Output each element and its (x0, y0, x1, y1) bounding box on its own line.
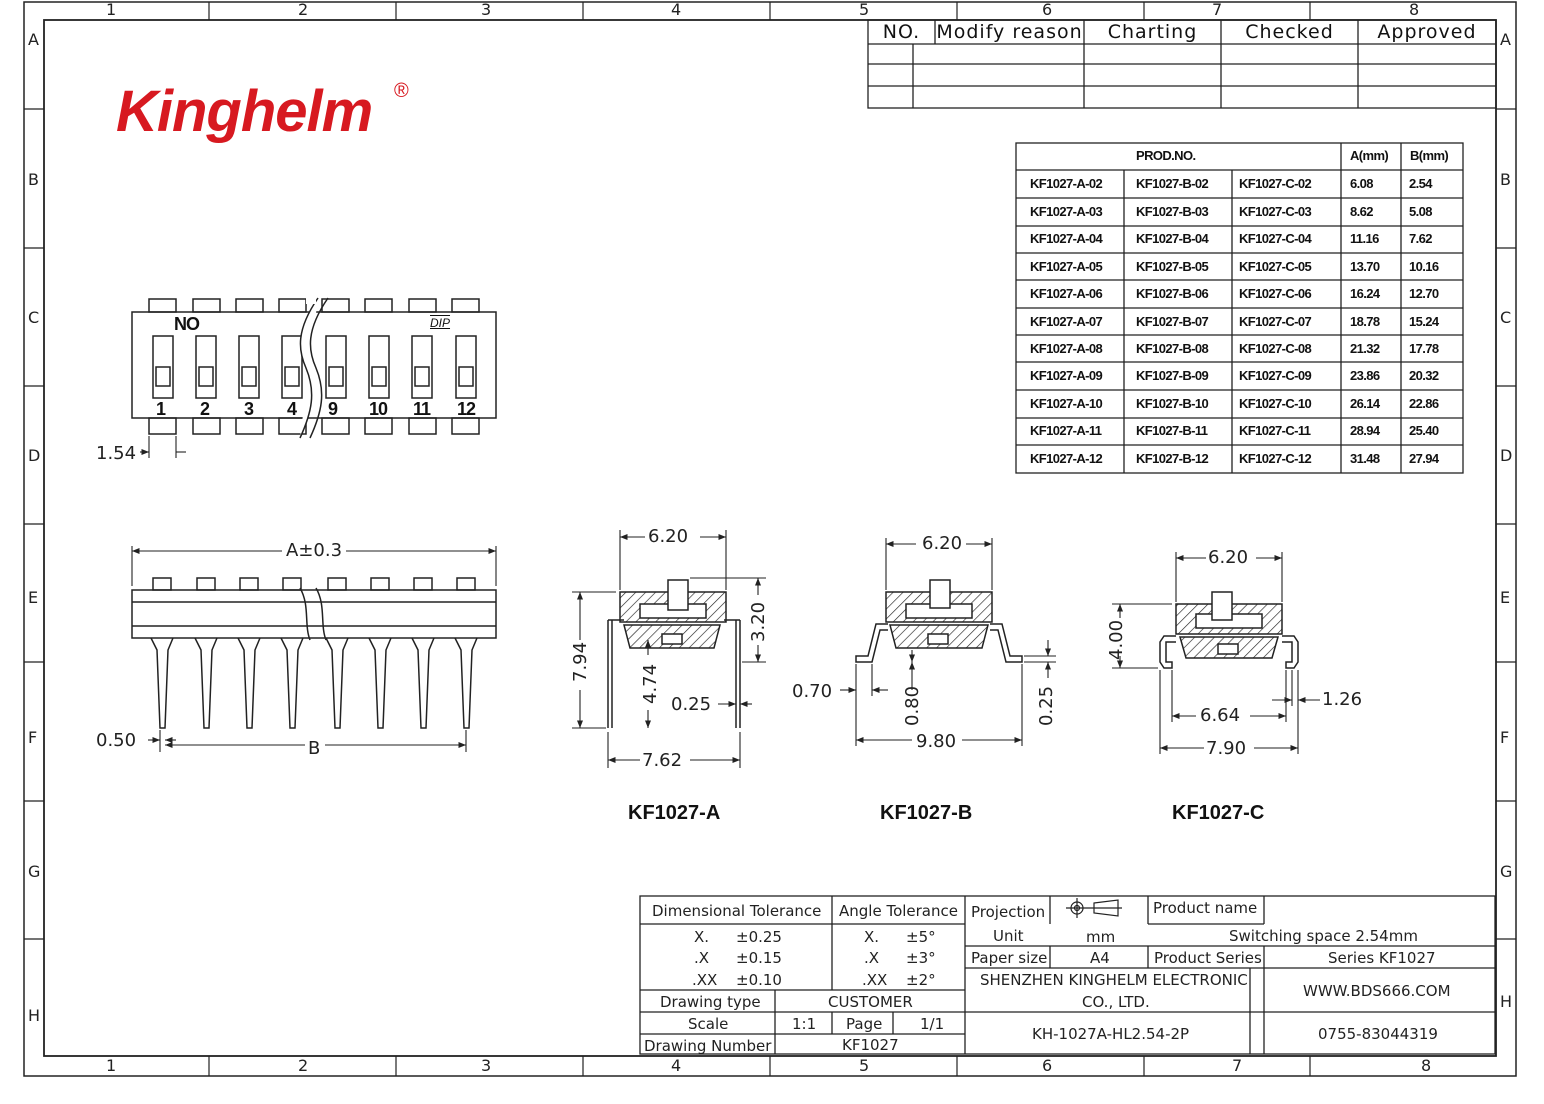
angle-tol-label: Angle Tolerance (839, 902, 958, 920)
prod-b-mm-cell: 15.24 (1409, 314, 1439, 329)
prod-a-mm-cell: 16.24 (1350, 286, 1380, 301)
zone-col-3-bottom: 3 (481, 1056, 492, 1075)
model-label-c: KF1027-C (1172, 802, 1265, 824)
zone-col-6-bottom: 6 (1042, 1056, 1053, 1075)
website: WWW.BDS666.COM (1303, 982, 1451, 1000)
zone-col-7-bottom: 7 (1232, 1056, 1243, 1075)
switch-number-label: 11 (413, 399, 431, 419)
prod-b-mm-cell: 27.94 (1409, 451, 1439, 466)
switch-number-label: 2 (200, 399, 210, 419)
prod-a-cell: KF1027-A-11 (1030, 423, 1102, 438)
prod-c-cell: KF1027-C-08 (1239, 341, 1312, 356)
drawing-number-label: Drawing Number (644, 1037, 772, 1055)
company-line-1: SHENZHEN KINGHELM ELECTRONIC (980, 971, 1248, 989)
prod-b-mm-cell: 10.16 (1409, 259, 1439, 274)
logo-wordmark: Kinghelm (116, 79, 373, 144)
prod-a-mm-cell: 28.94 (1350, 423, 1380, 438)
unit-value: mm (1086, 928, 1116, 946)
prod-a-cell: KF1027-A-08 (1030, 341, 1103, 356)
dim-tol-x-val: ±0.25 (736, 928, 782, 946)
rev-header-no: NO. (882, 21, 921, 43)
prod-c-cell: KF1027-C-09 (1239, 368, 1312, 383)
prod-c-cell: KF1027-C-05 (1239, 259, 1312, 274)
c-dim-inner: 6.64 (1200, 705, 1241, 726)
angle-tol-dxx: .XX (862, 971, 888, 989)
prod-b-mm-cell: 2.54 (1409, 176, 1432, 191)
prod-b-mm-cell: 5.08 (1409, 204, 1432, 219)
a-dim-total: 7.94 (570, 641, 591, 682)
prod-b-cell: KF1027-B-03 (1136, 204, 1209, 219)
phone-number: 0755-83044319 (1318, 1025, 1438, 1043)
angle-tol-dx-val: ±3° (906, 949, 936, 967)
prod-b-cell: KF1027-B-06 (1136, 286, 1209, 301)
c-dim-height: 4.00 (1106, 619, 1127, 660)
drawing-number-value: KF1027 (842, 1036, 899, 1054)
prod-b-mm-cell: 12.70 (1409, 286, 1439, 301)
company-line-2: CO., LTD. (1082, 993, 1150, 1011)
prod-a-cell: KF1027-A-03 (1030, 204, 1103, 219)
prod-a-mm-cell: 8.62 (1350, 204, 1373, 219)
paper-size-value: A4 (1090, 949, 1110, 967)
prod-c-cell: KF1027-C-07 (1239, 314, 1312, 329)
b-dim-thick: 0.25 (1036, 685, 1057, 726)
zone-row-e: E (28, 588, 39, 607)
angle-tol-dx: .X (864, 949, 880, 967)
kinghelm-logo (116, 78, 409, 145)
prod-c-cell: KF1027-C-12 (1239, 451, 1312, 466)
zone-row-e-right: E (1500, 588, 1511, 607)
zone-col-7: 7 (1212, 0, 1223, 19)
a-dim-height: 3.20 (748, 601, 769, 642)
zone-row-h-right: H (1500, 992, 1513, 1011)
dim-tol-dxx-val: ±0.10 (736, 971, 782, 989)
b-dim-top: 6.20 (922, 533, 963, 554)
dim-pin-0-50: 0.50 (96, 730, 137, 751)
prod-b-cell: KF1027-B-04 (1136, 231, 1209, 246)
scale-label: Scale (688, 1015, 729, 1033)
a-dim-thick: 0.25 (671, 694, 712, 715)
model-label-b: KF1027-B (880, 802, 973, 824)
projection-label: Projection (971, 903, 1046, 921)
dim-tol-dx: .X (694, 949, 710, 967)
prod-header-prodno: PROD.NO. (1136, 148, 1196, 163)
prod-b-cell: KF1027-B-07 (1136, 314, 1209, 329)
front-view-dimensions (132, 546, 496, 752)
prod-a-cell: KF1027-A-02 (1030, 176, 1103, 191)
top-view-pitch-dimension (140, 436, 186, 458)
prod-a-cell: KF1027-A-10 (1030, 396, 1103, 411)
switch-number-label: 3 (244, 399, 254, 419)
kf1027-a-dimensions (572, 530, 766, 768)
zone-row-a: A (28, 30, 39, 49)
model-label-a: KF1027-A (628, 802, 721, 824)
prod-b-mm-cell: 22.86 (1409, 396, 1439, 411)
c-dim-lead: 1.26 (1322, 689, 1363, 710)
prod-b-mm-cell: 25.40 (1409, 423, 1439, 438)
zone-col-4: 4 (671, 0, 682, 19)
zone-col-1: 1 (106, 0, 117, 19)
prod-a-mm-cell: 31.48 (1350, 451, 1380, 466)
scale-value: 1:1 (792, 1015, 817, 1033)
zone-col-8-bottom: 8 (1421, 1056, 1432, 1075)
page-value: 1/1 (920, 1015, 945, 1033)
rev-header-checked: Checked (1245, 21, 1334, 43)
prod-c-cell: KF1027-C-11 (1239, 423, 1311, 438)
b-dim-lead: 0.70 (792, 681, 833, 702)
dim-tol-label: Dimensional Tolerance (652, 902, 822, 920)
prod-a-cell: KF1027-A-06 (1030, 286, 1103, 301)
angle-tol-x: X. (864, 928, 880, 946)
prod-b-cell: KF1027-B-11 (1136, 423, 1208, 438)
prod-b-cell: KF1027-B-10 (1136, 396, 1209, 411)
zone-row-b-right: B (1500, 170, 1511, 189)
c-dim-span: 7.90 (1206, 738, 1247, 759)
prod-a-cell: KF1027-A-09 (1030, 368, 1103, 383)
prod-a-mm-cell: 6.08 (1350, 176, 1373, 191)
dim-b-span: B (308, 738, 321, 759)
zone-row-d: D (28, 446, 41, 465)
zone-col-5: 5 (859, 0, 870, 19)
switch-number-label: 4 (287, 399, 297, 419)
prod-c-cell: KF1027-C-03 (1239, 204, 1312, 219)
prod-c-cell: KF1027-C-04 (1239, 231, 1312, 246)
zone-col-5-bottom: 5 (859, 1056, 870, 1075)
zone-row-h: H (28, 1006, 41, 1025)
prod-header-b: B(mm) (1410, 148, 1449, 163)
zone-row-c: C (28, 308, 40, 327)
a-dim-pitch: 7.62 (642, 750, 683, 771)
front-view-drawing (132, 578, 496, 728)
c-dim-top: 6.20 (1208, 547, 1249, 568)
b-dim-span: 9.80 (916, 731, 957, 752)
registered-mark: ® (394, 80, 409, 102)
zone-row-b: B (28, 170, 39, 189)
prod-header-a: A(mm) (1350, 148, 1389, 163)
zone-col-3: 3 (481, 0, 492, 19)
unit-label: Unit (993, 927, 1024, 945)
switch-number-label: 12 (457, 399, 476, 419)
zone-col-6: 6 (1042, 0, 1053, 19)
rev-header-modify-reason: Modify reason (936, 21, 1083, 43)
switch-number-label: 10 (369, 399, 388, 419)
zone-col-8: 8 (1409, 0, 1420, 19)
product-name-value: Switching space 2.54mm (1229, 927, 1418, 945)
drawing-type-value: CUSTOMER (828, 993, 913, 1011)
prod-a-cell: KF1027-A-07 (1030, 314, 1103, 329)
drawing-type-label: Drawing type (660, 993, 761, 1011)
prod-b-mm-cell: 7.62 (1409, 231, 1432, 246)
angle-tol-dxx-val: ±2° (906, 971, 936, 989)
kf1027-b-side-view (856, 580, 1022, 662)
prod-a-mm-cell: 21.32 (1350, 341, 1380, 356)
dim-tol-dxx: .XX (692, 971, 718, 989)
prod-a-cell: KF1027-A-12 (1030, 451, 1103, 466)
dip-mark: DIP (430, 316, 451, 330)
prod-c-cell: KF1027-C-02 (1239, 176, 1312, 191)
rev-header-charting: Charting (1107, 21, 1198, 43)
document-code: KH-1027A-HL2.54-2P (1032, 1025, 1190, 1043)
on-label: NO (174, 314, 199, 334)
zone-col-2-bottom: 2 (298, 1056, 309, 1075)
paper-size-label: Paper size (971, 949, 1048, 967)
a-dim-body: 4.74 (640, 663, 661, 704)
zone-row-d-right: D (1500, 446, 1513, 465)
prod-a-mm-cell: 26.14 (1350, 396, 1380, 411)
prod-b-cell: KF1027-B-02 (1136, 176, 1209, 191)
dim-pitch-1-54: 1.54 (96, 443, 137, 464)
switch-number-label: 1 (156, 399, 166, 419)
angle-tol-x-val: ±5° (906, 928, 936, 946)
zone-col-2: 2 (298, 0, 309, 19)
projection-symbol-icon (1066, 898, 1122, 918)
zone-col-1-bottom: 1 (106, 1056, 117, 1075)
prod-b-cell: KF1027-B-12 (1136, 451, 1209, 466)
prod-b-cell: KF1027-B-09 (1136, 368, 1209, 383)
zone-col-4-bottom: 4 (671, 1056, 682, 1075)
zone-row-g-right: G (1500, 862, 1513, 881)
kf1027-c-side-view (1160, 592, 1298, 668)
zone-row-c-right: C (1500, 308, 1512, 327)
product-series-value: Series KF1027 (1328, 949, 1436, 967)
prod-a-mm-cell: 23.86 (1350, 368, 1380, 383)
zone-row-g: G (28, 862, 41, 881)
prod-b-mm-cell: 20.32 (1409, 368, 1439, 383)
prod-a-cell: KF1027-A-04 (1030, 231, 1103, 246)
b-dim-standoff: 0.80 (902, 685, 923, 726)
switch-slots (153, 336, 476, 398)
product-name-label: Product name (1153, 899, 1258, 917)
page-label: Page (846, 1015, 883, 1033)
zone-row-f-right: F (1500, 728, 1510, 747)
a-dim-top: 6.20 (648, 526, 689, 547)
product-series-label: Product Series (1154, 949, 1262, 967)
prod-a-mm-cell: 18.78 (1350, 314, 1380, 329)
dim-tol-x: X. (694, 928, 710, 946)
zone-row-a-right: A (1500, 30, 1511, 49)
prod-a-mm-cell: 11.16 (1350, 231, 1379, 246)
dim-a-width: A±0.3 (286, 540, 343, 561)
rev-header-approved: Approved (1377, 21, 1477, 43)
prod-c-cell: KF1027-C-06 (1239, 286, 1312, 301)
prod-b-mm-cell: 17.78 (1409, 341, 1439, 356)
prod-b-cell: KF1027-B-05 (1136, 259, 1209, 274)
prod-b-cell: KF1027-B-08 (1136, 341, 1209, 356)
switch-number-label: 9 (328, 399, 338, 419)
prod-a-cell: KF1027-A-05 (1030, 259, 1103, 274)
prod-a-mm-cell: 13.70 (1350, 259, 1380, 274)
prod-c-cell: KF1027-C-10 (1239, 396, 1312, 411)
dim-tol-dx-val: ±0.15 (736, 949, 782, 967)
zone-row-f: F (28, 728, 38, 747)
